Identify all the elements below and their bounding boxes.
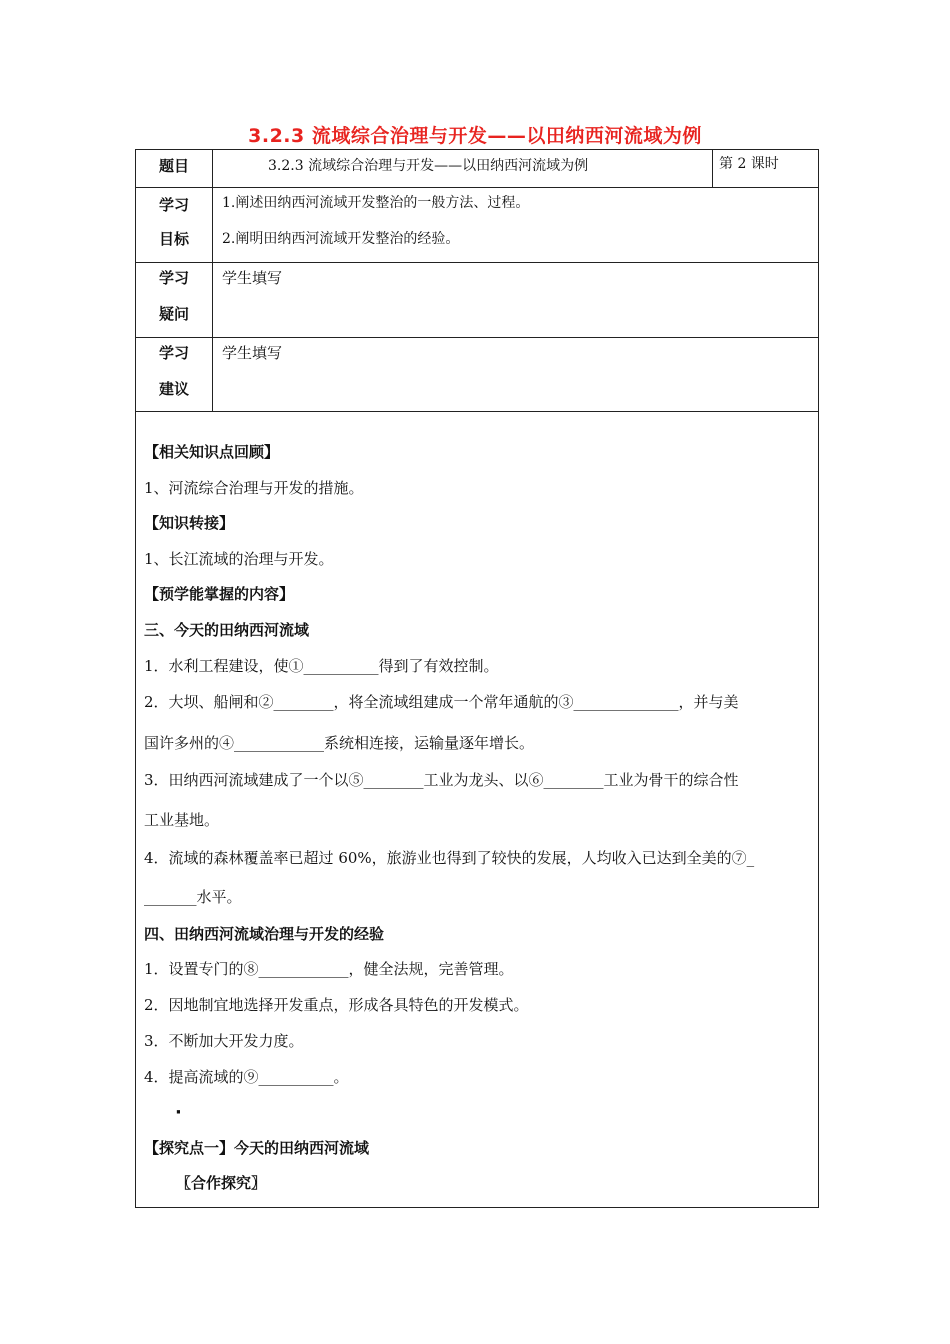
section-heading: 【相关知识点回顾】	[144, 443, 280, 461]
fill-blank-line: _______水平。	[144, 888, 242, 906]
table-divider	[135, 337, 819, 338]
table-divider	[712, 149, 713, 187]
body-line: 2．因地制宜地选择开发重点，形成各具特色的开发模式。	[144, 996, 529, 1014]
questions-value: 学生填写	[222, 269, 283, 287]
body-line: 1、河流综合治理与开发的措施。	[144, 479, 364, 497]
fill-blank-line: 2．大坝、船闸和②________，将全流域组建成一个常年通航的③______________，并与美	[144, 693, 739, 711]
lesson-number: 第 2 课时	[719, 156, 779, 172]
topic-label: 题目	[158, 157, 189, 175]
section-heading: 【预学能掌握的内容】	[144, 585, 295, 603]
stray-dot: ·	[175, 1102, 182, 1123]
section-heading: 三、今天的田纳西河流域	[144, 621, 310, 639]
fill-blank-line: 国许多州的④____________系统相连接，运输量逐年增长。	[144, 734, 535, 752]
fill-blank-line: 工业基地。	[144, 811, 220, 829]
table-divider	[135, 187, 819, 188]
document-title: 3.2.3 流域综合治理与开发——以田纳西河流域为例	[248, 125, 702, 147]
advice-value: 学生填写	[222, 344, 283, 362]
section-heading: 〖合作探究〗	[176, 1174, 267, 1192]
goals-label: 目标	[158, 230, 189, 248]
section-heading: 【知识转接】	[144, 514, 235, 532]
fill-blank-line: 1．设置专门的⑧____________，健全法规，完善管理。	[144, 960, 514, 978]
section-heading: 四、田纳西河流域治理与开发的经验	[144, 925, 385, 943]
fill-blank-line: 1．水利工程建设，使①__________得到了有效控制。	[144, 657, 499, 675]
table-divider	[135, 411, 819, 412]
body-line: 1、长江流域的治理与开发。	[144, 550, 334, 568]
goal-item: 1.阐述田纳西河流域开发整治的一般方法、过程。	[222, 195, 530, 211]
goals-label: 学习	[158, 196, 189, 214]
topic-value: 3.2.3 流域综合治理与开发——以田纳西河流域为例	[268, 158, 589, 174]
advice-label: 学习	[158, 344, 189, 362]
questions-label: 学习	[158, 269, 189, 287]
table-divider	[212, 149, 213, 411]
fill-blank-line: 4．提高流域的⑨__________。	[144, 1068, 349, 1086]
body-line: 3．不断加大开发力度。	[144, 1032, 304, 1050]
goal-item: 2.阐明田纳西河流域开发整治的经验。	[222, 231, 460, 247]
advice-label: 建议	[158, 380, 189, 398]
section-heading: 【探究点一】今天的田纳西河流域	[144, 1139, 370, 1157]
questions-label: 疑问	[158, 305, 189, 323]
table-divider	[135, 262, 819, 263]
fill-blank-line: 3．田纳西河流域建成了一个以⑤________工业为龙头、以⑥________工业为骨干的综合性	[144, 771, 739, 789]
fill-blank-line: 4．流域的森林覆盖率已超过 60%，旅游业也得到了较快的发展，人均收入已达到全美的⑦_	[144, 849, 755, 867]
